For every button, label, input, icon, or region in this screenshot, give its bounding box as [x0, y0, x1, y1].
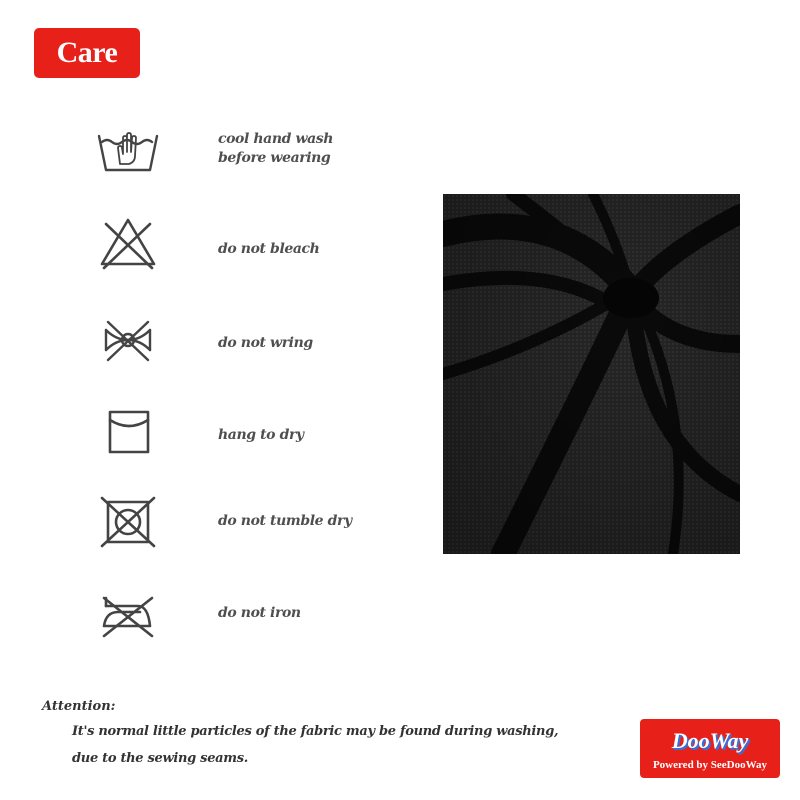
care-item-label: hang to dry	[218, 427, 304, 443]
no-iron-icon	[96, 580, 160, 644]
care-item-label: do not bleach	[218, 241, 320, 257]
care-item-label: do not tumble dry	[218, 513, 352, 529]
brand-name: DooWay	[671, 728, 749, 753]
no-tumble-dry-icon	[96, 488, 160, 552]
care-item-no-bleach	[0, 210, 420, 280]
attention-title: Attention:	[42, 699, 116, 714]
care-item-no-wring	[0, 304, 420, 374]
care-item-label: do not iron	[218, 605, 301, 621]
hand-wash-icon	[96, 120, 160, 184]
care-item-no-tumble-dry	[0, 486, 420, 556]
care-badge-label: Care	[56, 36, 118, 69]
no-wring-icon	[96, 306, 160, 370]
care-item-no-iron	[0, 578, 420, 648]
care-item-label: cool hand wash before wearing	[218, 131, 334, 166]
care-item-label: do not wring	[218, 335, 313, 351]
attention-line-1: It's normal little particles of the fabric may be found during washing,	[72, 724, 559, 739]
black-mesh-fabric-image	[443, 194, 740, 554]
no-bleach-icon	[96, 212, 160, 276]
brand-tagline: Powered by SeeDooWay	[652, 759, 768, 771]
care-item-hand-wash	[0, 118, 420, 188]
care-badge	[34, 28, 140, 78]
attention-line-2: due to the sewing seams.	[72, 751, 248, 766]
brand-logo	[640, 719, 780, 778]
hang-dry-icon	[96, 398, 160, 462]
care-item-hang-dry	[0, 396, 420, 466]
